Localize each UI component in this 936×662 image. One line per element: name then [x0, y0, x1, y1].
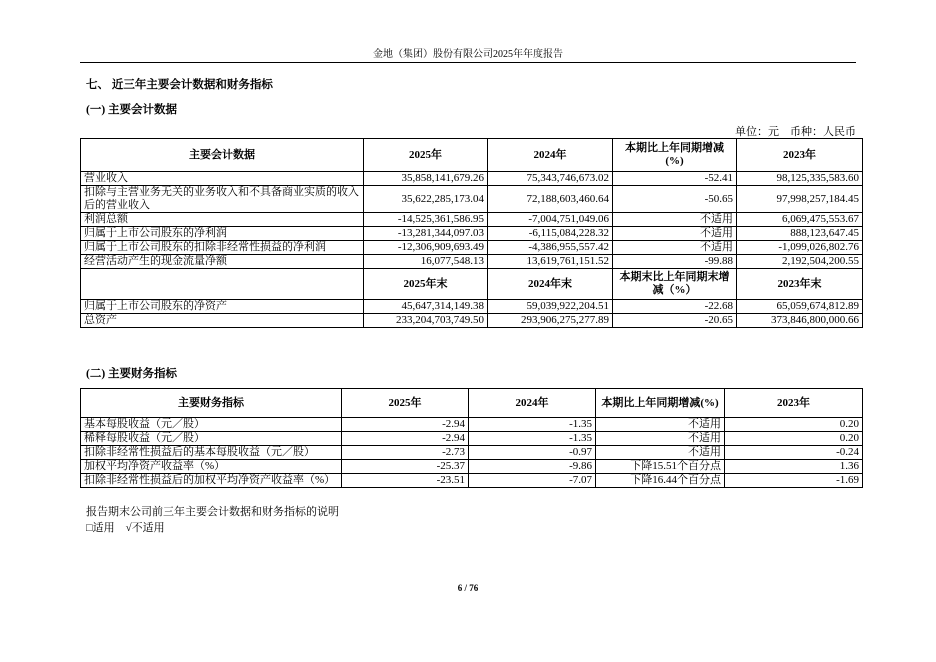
cell-value: -25.37 — [342, 460, 469, 474]
column-header: 2023年 — [725, 389, 863, 418]
cell-value: 1.36 — [725, 460, 863, 474]
cell-value: -50.65 — [613, 186, 737, 213]
page-header: 金地（集团）股份有限公司2025年年度报告 — [373, 49, 563, 60]
cell-value: 下降16.44个百分点 — [596, 474, 725, 488]
section-title: 七、 近三年主要会计数据和财务指标 — [86, 79, 273, 91]
cell-value: -1.35 — [469, 418, 596, 432]
cell-value: -1.69 — [725, 474, 863, 488]
table-row — [81, 186, 863, 213]
cell-value: -23.51 — [342, 474, 469, 488]
column-header — [81, 269, 364, 300]
table-header-row — [81, 139, 863, 172]
column-header: 2024年末 — [488, 269, 613, 300]
table-row — [81, 432, 863, 446]
cell-value: -1,099,026,802.76 — [737, 241, 863, 255]
cell-value: -2.94 — [342, 432, 469, 446]
cell-value: 16,077,548.13 — [364, 255, 488, 269]
cell-value: 不适用 — [613, 241, 737, 255]
cell-value: 45,647,314,149.38 — [364, 300, 488, 314]
column-header: 本期比上年同期增减(%) — [596, 389, 725, 418]
cell-value: -0.97 — [469, 446, 596, 460]
cell-value: -14,525,361,586.95 — [364, 213, 488, 227]
cell-value: 0.20 — [725, 432, 863, 446]
table-row — [81, 172, 863, 186]
cell-value: 35,622,285,173.04 — [364, 186, 488, 213]
applicability-checkbox: □适用 √不适用 — [86, 522, 165, 534]
row-label: 稀释每股收益（元／股） — [81, 432, 342, 446]
page-number: 6 / 76 — [457, 583, 479, 593]
cell-value: 888,123,647.45 — [737, 227, 863, 241]
column-header: 本期末比上年同期末增减（%） — [613, 269, 737, 300]
row-label: 扣除非经常性损益后的基本每股收益（元／股） — [81, 446, 342, 460]
cell-value: -2.73 — [342, 446, 469, 460]
table-row — [81, 418, 863, 432]
column-header: 2023年 — [737, 139, 863, 172]
cell-value: 不适用 — [613, 227, 737, 241]
cell-value: 不适用 — [613, 213, 737, 227]
column-header: 2024年 — [488, 139, 613, 172]
cell-value: -9.86 — [469, 460, 596, 474]
row-label: 归属于上市公司股东的扣除非经常性损益的净利润 — [81, 241, 364, 255]
column-header: 2025年 — [342, 389, 469, 418]
unit-note: 单位：元 币种：人民币 — [735, 126, 856, 138]
cell-value: -0.24 — [725, 446, 863, 460]
cell-value: -4,386,955,557.42 — [488, 241, 613, 255]
row-label: 总资产 — [81, 314, 364, 328]
row-label: 营业收入 — [81, 172, 364, 186]
cell-value: 35,858,141,679.26 — [364, 172, 488, 186]
cell-value: -1.35 — [469, 432, 596, 446]
cell-value: 59,039,922,204.51 — [488, 300, 613, 314]
cell-value: -99.88 — [613, 255, 737, 269]
row-label: 归属于上市公司股东的净利润 — [81, 227, 364, 241]
cell-value: -12,306,909,693.49 — [364, 241, 488, 255]
column-header: 主要财务指标 — [81, 389, 342, 418]
row-label: 扣除非经常性损益后的加权平均净资产收益率（%） — [81, 474, 342, 488]
column-header: 2023年末 — [737, 269, 863, 300]
table-row — [81, 446, 863, 460]
subsection-title-accounting: (一) 主要会计数据 — [86, 104, 178, 116]
column-header: 2025年末 — [364, 269, 488, 300]
column-header: 2025年 — [364, 139, 488, 172]
row-label: 归属于上市公司股东的净资产 — [81, 300, 364, 314]
row-label: 基本每股收益（元／股） — [81, 418, 342, 432]
table-row — [81, 314, 863, 328]
cell-value: 2,192,504,200.55 — [737, 255, 863, 269]
table-row — [81, 213, 863, 227]
header-divider — [80, 62, 856, 63]
column-header: 本期比上年同期增减(%) — [613, 139, 737, 172]
accounting-data-table — [80, 138, 863, 328]
table-row — [81, 300, 863, 314]
cell-value: -2.94 — [342, 418, 469, 432]
table-row — [81, 227, 863, 241]
cell-value: -20.65 — [613, 314, 737, 328]
row-label: 利润总额 — [81, 213, 364, 227]
cell-value: 6,069,475,553.67 — [737, 213, 863, 227]
cell-value: -13,281,344,097.03 — [364, 227, 488, 241]
cell-value: 不适用 — [596, 432, 725, 446]
table-header-row — [81, 389, 863, 418]
cell-value: 不适用 — [596, 418, 725, 432]
cell-value: -7,004,751,049.06 — [488, 213, 613, 227]
cell-value: 233,204,703,749.50 — [364, 314, 488, 328]
cell-value: 13,619,761,151.52 — [488, 255, 613, 269]
cell-value: 下降15.51个百分点 — [596, 460, 725, 474]
cell-value: 75,343,746,673.02 — [488, 172, 613, 186]
table-row — [81, 474, 863, 488]
table-row — [81, 460, 863, 474]
cell-value: -52.41 — [613, 172, 737, 186]
column-header: 主要会计数据 — [81, 139, 364, 172]
cell-value: 65,059,674,812.89 — [737, 300, 863, 314]
cell-value: -7.07 — [469, 474, 596, 488]
subsection-title-indicators: (二) 主要财务指标 — [86, 368, 178, 380]
cell-value: 72,188,603,460.64 — [488, 186, 613, 213]
note-text: 报告期末公司前三年主要会计数据和财务指标的说明 — [86, 506, 339, 518]
row-label: 加权平均净资产收益率（%） — [81, 460, 342, 474]
table-row — [81, 255, 863, 269]
column-header: 2024年 — [469, 389, 596, 418]
row-label: 扣除与主营业务无关的业务收入和不具备商业实质的收入后的营业收入 — [81, 186, 364, 213]
cell-value: 98,125,335,583.60 — [737, 172, 863, 186]
cell-value: -22.68 — [613, 300, 737, 314]
cell-value: 不适用 — [596, 446, 725, 460]
cell-value: 97,998,257,184.45 — [737, 186, 863, 213]
cell-value: 0.20 — [725, 418, 863, 432]
cell-value: -6,115,084,228.32 — [488, 227, 613, 241]
table-header-row — [81, 269, 863, 300]
row-label: 经营活动产生的现金流量净额 — [81, 255, 364, 269]
financial-indicators-table — [80, 388, 863, 488]
table-row — [81, 241, 863, 255]
cell-value: 293,906,275,277.89 — [488, 314, 613, 328]
cell-value: 373,846,800,000.66 — [737, 314, 863, 328]
